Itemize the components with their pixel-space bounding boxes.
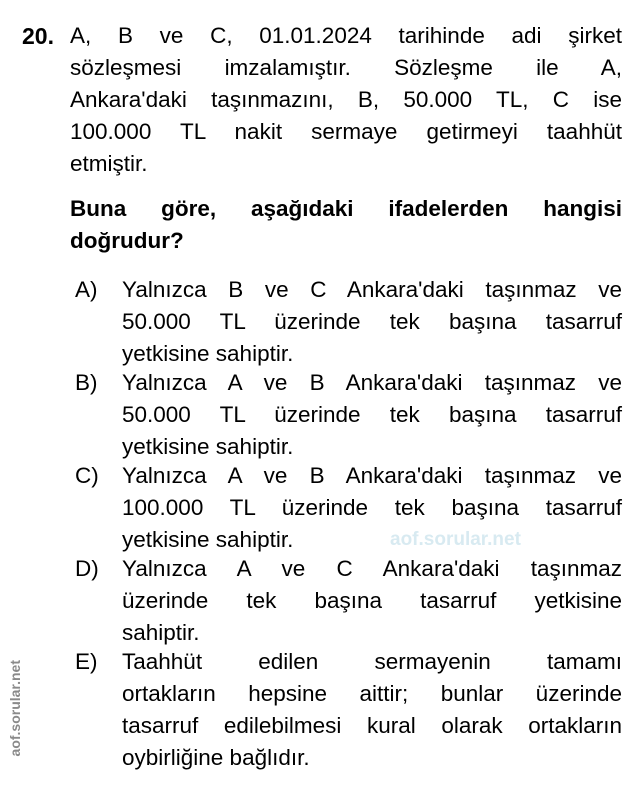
text-line: yetkisine sahiptir. [122, 527, 294, 552]
question-prompt [70, 193, 622, 257]
text-line: Taahhüt edilen sermayenin tamamı [122, 649, 622, 674]
text-line: ortakların hepsine aittir; bunlar üzerinde [122, 681, 622, 706]
text-line: Ankara'daki taşınmazını, B, 50.000 TL, C ise [70, 87, 622, 112]
option-letter: B) [75, 370, 98, 395]
text-line: 100.000 TL nakit sermaye getirmeyi taahhüt [70, 119, 622, 144]
side-watermark: aof.sorular.net [7, 660, 23, 757]
text-line: Yalnızca A ve C Ankara'daki taşınmaz [122, 556, 622, 581]
option-text [122, 553, 622, 649]
text-line: 50.000 TL üzerinde tek başına tasarruf [122, 309, 622, 334]
option-text [122, 646, 622, 774]
option-text [122, 460, 622, 556]
option-letter: E) [75, 649, 98, 674]
text-line: 100.000 TL üzerinde tek başına tasarruf [122, 495, 622, 520]
question-stem [70, 20, 622, 180]
option-letter: A) [75, 277, 98, 302]
text-line: oybirliğine bağlıdır. [122, 745, 310, 770]
text-line: doğrudur? [70, 228, 184, 253]
watermark: aof.sorular.net [390, 529, 521, 550]
text-line: etmiştir. [70, 151, 148, 176]
text-line: yetkisine sahiptir. [122, 341, 294, 366]
text-line: A, B ve C, 01.01.2024 tarihinde adi şirket [70, 23, 622, 48]
question-number: 20. [22, 23, 54, 49]
text-line: yetkisine sahiptir. [122, 434, 294, 459]
option-text [122, 274, 622, 370]
option-text [122, 367, 622, 463]
option-letter: D) [75, 556, 99, 581]
text-line: 50.000 TL üzerinde tek başına tasarruf [122, 402, 622, 427]
text-line: sözleşmesi imzalamıştır. Sözleşme ile A, [70, 55, 622, 80]
text-line: Yalnızca A ve B Ankara'daki taşınmaz ve [122, 370, 622, 395]
text-line: Yalnızca B ve C Ankara'daki taşınmaz ve [122, 277, 622, 302]
text-line: Yalnızca A ve B Ankara'daki taşınmaz ve [122, 463, 622, 488]
text-line: Buna göre, aşağıdaki ifadelerden hangisi [70, 196, 622, 221]
text-line: üzerinde tek başına tasarruf yetkisine [122, 588, 622, 613]
text-line: tasarruf edilebilmesi kural olarak ortakların [122, 713, 622, 738]
option-letter: C) [75, 463, 99, 488]
text-line: sahiptir. [122, 620, 200, 645]
